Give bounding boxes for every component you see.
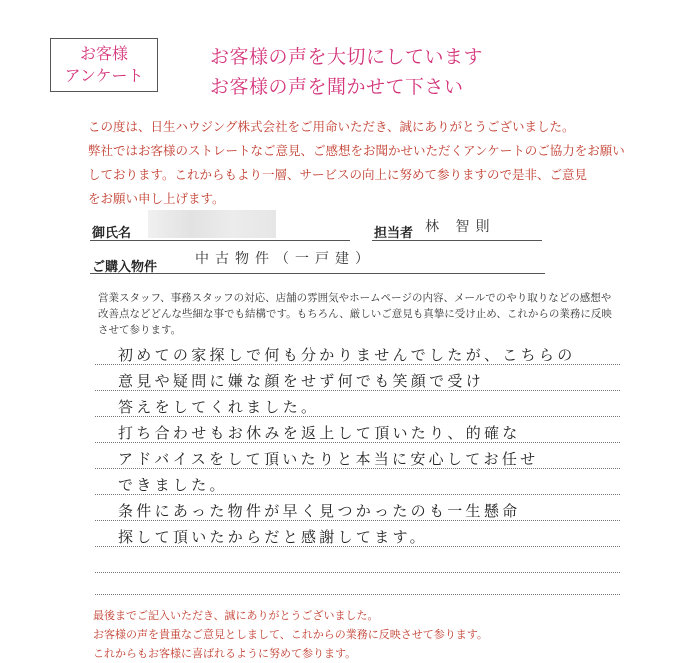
badge-line2: アンケート <box>64 66 144 85</box>
headline-line2: お客様の声を聞かせて下さい <box>210 76 464 98</box>
badge-line1: お客様 <box>79 44 128 63</box>
property-label: ご購入物件 <box>92 260 158 275</box>
answer-rule <box>95 594 620 595</box>
closing-line: 最後までご記入いただき、誠にありがとうございました。 <box>93 609 379 622</box>
name-label: 御氏名 <box>92 226 132 241</box>
prompt-line: 営業スタッフ、事務スタッフの対応、店舗の雰囲気やホームページの内容、メールでのやり取りなどの感想や <box>98 292 612 304</box>
answer-rule <box>95 572 620 573</box>
intro-line: 弊社ではお客様のストレートなご意見、ご感想をお聞かせいただくアンケートのご協力をお願い <box>88 143 625 158</box>
answer-line: 答えをしてくれました。 <box>118 398 320 416</box>
answer-line: アドバイスをして頂いたりと本当に安心してお任せ <box>118 450 539 468</box>
feedback-prompt <box>98 290 618 338</box>
prompt-line: させて参ります。 <box>98 324 182 336</box>
answer-line: 初めての家探しで何も分かりませんでしたが、こちらの <box>118 346 576 364</box>
staff-underline <box>372 240 542 241</box>
intro-paragraph <box>88 115 625 211</box>
staff-label: 担当者 <box>374 226 414 241</box>
property-value: 中古物件（一戸建） <box>195 251 375 267</box>
answer-line: 探して頂いたからだと感謝してます。 <box>118 528 428 546</box>
closing-line: これからもお客様に喜ばれるように努めて参ります。 <box>93 647 357 660</box>
survey-badge <box>50 38 158 92</box>
intro-line: しております。これからもより一層、サービスの向上に努めて参りますので是非、ご意見 <box>88 167 588 182</box>
redacted-name <box>148 210 276 238</box>
closing-message <box>93 606 613 663</box>
answer-line: 意見や疑問に嫌な顔をせず何でも笑顔で受け <box>118 372 485 390</box>
answer-line: できました。 <box>118 476 228 494</box>
staff-value: 林 智則 <box>425 219 496 235</box>
prompt-line: 改善点などどんな些細な事でも結構です。もちろん、厳しいご意見も真摯に受け止め、これからの業務に反映 <box>98 308 612 320</box>
answer-line: 条件にあった物件が早く見つかったのも一生懸命 <box>118 502 521 520</box>
property-underline <box>90 273 545 274</box>
name-underline <box>90 240 350 241</box>
answer-line: 打ち合わせもお休みを返上して頂いたり、的確な <box>118 424 521 442</box>
closing-line: お客様の声を貴重なご意見としまして、これからの業務に反映させて参ります。 <box>93 628 488 641</box>
intro-line: をお願い申し上げます。 <box>88 191 225 206</box>
intro-line: この度は、日生ハウジング株式会社をご用命いただき、誠にありがとうございました。 <box>88 119 575 134</box>
headline-line1: お客様の声を大切にしています <box>210 46 484 68</box>
